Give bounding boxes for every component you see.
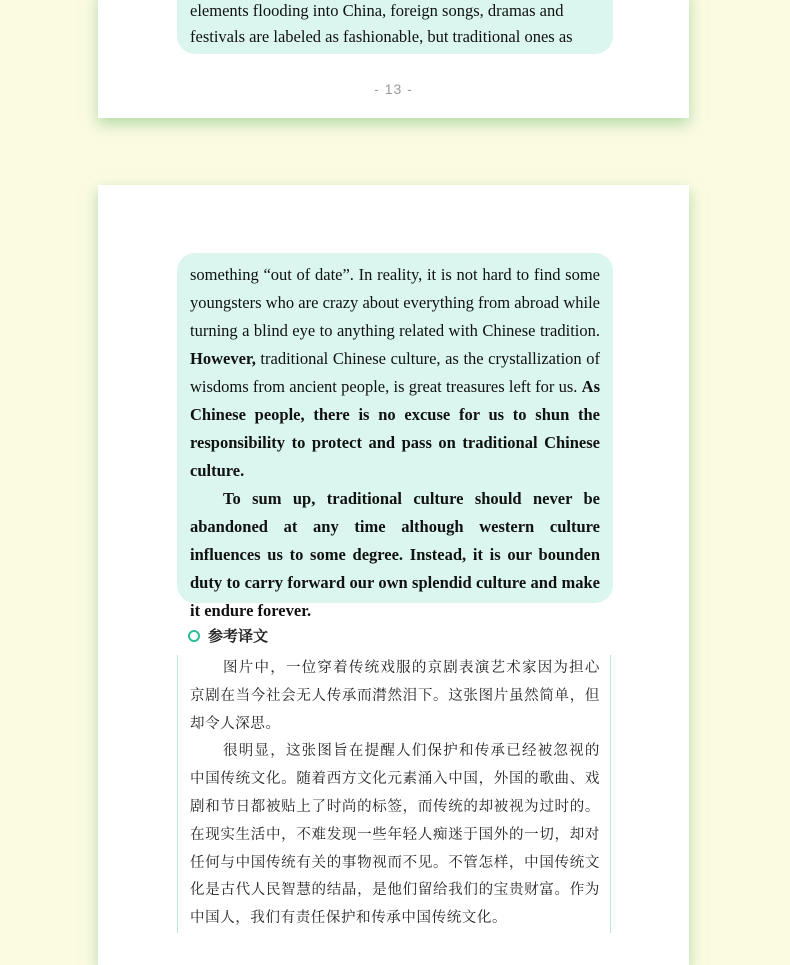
circle-bullet-icon <box>188 630 200 642</box>
translation-heading <box>188 625 268 646</box>
translation-paragraph-2: 很明显，这张图旨在提醒人们保护和传承已经被忽视的中国传统文化。随着西方文化元素涌入中国，外国的歌曲、戏剧和节日都被贴上了时尚的标签，而传统的却被视为过时的。在现实生活中，不难发现一些年轻人痴迷于国外的一切，却对任何与中国传统有关的事物视而不见。不管怎样，中国传统文化是古代人民智慧的结晶，是他们留给我们的宝贵财富。作为中国人，我们有责任保护和传承中国传统文化。 <box>190 743 600 927</box>
essay-paragraph-2 <box>190 485 600 625</box>
essay-text: traditional Chinese culture, as the crystallization of wisdoms from ancient people, is great treasures left for us. <box>190 349 600 396</box>
page-number: - 13 - <box>374 81 413 97</box>
essay-line: elements flooding into China, foreign songs, dramas and <box>190 1 564 20</box>
translation-paragraph-1: 图片中，一位穿着传统戏服的京剧表演艺术家因为担心京剧在当今社会无人传承而潸然泪下。这张图片虽然简单，但却令人深思。 <box>190 660 600 732</box>
essay-text: something “out of date”. In reality, it is not hard to find some youngsters who are crazy about everything from abroad while turning a blind eye to anything related with Chinese tradition. <box>190 265 600 340</box>
section-title: 参考译文 <box>208 627 269 645</box>
essay-paragraph-1 <box>190 261 600 485</box>
essay-bold-text: To sum up, traditional culture should never be abandoned at any time although western culture influences us to some degree. Instead, it is our bounden duty to carry forward our own splendid culture and make it endure forever. <box>190 489 600 620</box>
essay-line: festivals are labeled as fashionable, but traditional ones as <box>190 27 573 46</box>
page-14 <box>98 185 689 965</box>
essay-box <box>177 253 613 620</box>
essay-bold-text: However, <box>190 349 256 368</box>
essay-bold-text: As Chinese people, there is no excuse for us to shun the responsibility to protect and pass on traditional Chinese culture. <box>190 377 600 480</box>
page-13 <box>98 0 689 118</box>
essay-continuation-box <box>177 0 613 54</box>
translation-body <box>177 655 611 933</box>
